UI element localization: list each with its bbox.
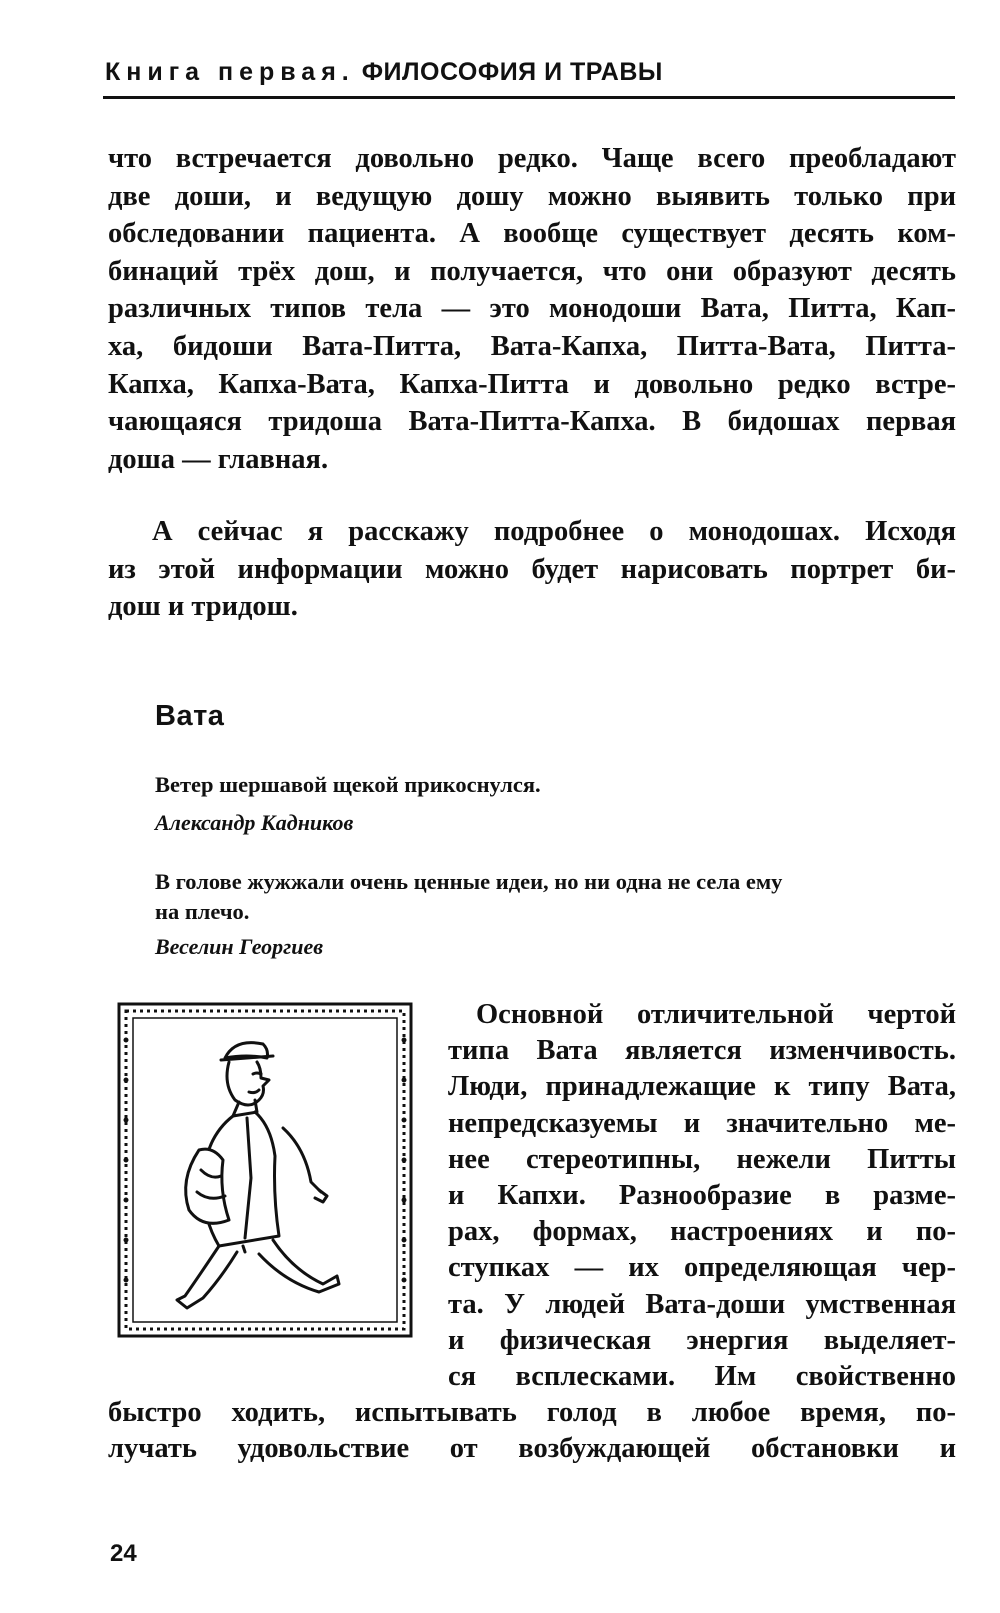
- paragraph-continuation: [108, 1395, 956, 1467]
- text-line: рах, формах, настроениях и по-: [448, 1216, 956, 1248]
- text-line: Люди, принадлежащие к типу Вата,: [448, 1071, 956, 1103]
- text-line: А сейчас я расскажу подробнее о монодошах. Исходя: [152, 516, 956, 547]
- text-line: и Капхи. Разнообразие в разме-: [448, 1180, 956, 1212]
- text-line: та. У людей Вата-доши умственная: [448, 1288, 956, 1320]
- epigraph-1-author: Александр Кадников: [155, 810, 354, 835]
- text-line: две доши, и ведущую дошу можно выявить только при: [108, 180, 956, 212]
- text-line: Капха, Капха-Вата, Капха-Питта и довольно редко встре-: [108, 368, 956, 400]
- epigraph-2-line: В голове жужжали очень ценные идеи, но ни одна не села ему: [155, 869, 783, 894]
- epigraph-1-text: Ветер шершавой щекой прикоснулся.: [155, 772, 541, 797]
- text-line: различных типов тела — это монодоши Вата, Питта, Кап-: [108, 293, 956, 325]
- text-line: бинаций трёх дош, и получается, что они образуют десять: [108, 255, 956, 287]
- text-line: и физическая энергия выделяет-: [448, 1324, 956, 1356]
- wrapped-paragraph: [448, 997, 956, 1395]
- text-line: обследовании пациента. А вообще существует десять ком-: [108, 218, 956, 250]
- text-line: ся всплесками. Им свойственно: [448, 1361, 956, 1393]
- text-line: чающаяся тридоша Вата-Питта-Капха. В бидошах первая: [108, 406, 956, 438]
- paragraph-continued: [108, 140, 956, 478]
- text-line: непредсказуемы и значительно ме-: [448, 1107, 956, 1139]
- text-line: ступках — их определяющая чер-: [448, 1252, 956, 1284]
- page-number: 24: [110, 1540, 137, 1567]
- frame-dots: [124, 1038, 407, 1283]
- epigraph-2-author: Веселин Георгиев: [155, 934, 324, 959]
- text-line: доша — главная.: [108, 443, 329, 475]
- text-line: ха, бидоши Вата-Питта, Вата-Капха, Питта-Вата, Питта-: [108, 330, 956, 362]
- paragraph-monodoshas: [108, 513, 956, 626]
- epigraph-2-text: [155, 867, 955, 927]
- text-line: дош и тридош.: [108, 591, 298, 623]
- text-line: Основной отличительной чертой: [476, 999, 956, 1030]
- header-rule: [103, 96, 955, 99]
- text-line: лучать удовольствие от возбуждающей обстановки и: [108, 1433, 956, 1465]
- running-head-part: ФИЛОСОФИЯ И ТРАВЫ: [361, 58, 663, 86]
- text-line: быстро ходить, испытывать голод в любое время, по-: [108, 1397, 956, 1428]
- text-line: типа Вата является изменчивость.: [448, 1035, 956, 1067]
- epigraph-2-line: на плечо.: [155, 899, 250, 924]
- running-head-book: Книга первая.: [105, 58, 355, 86]
- text-line: нее стереотипны, нежели Питты: [448, 1143, 956, 1175]
- section-title-vata: Вата: [155, 700, 225, 732]
- vata-illustration: [115, 1000, 415, 1340]
- walking-figure: [177, 1043, 339, 1308]
- text-line: что встречается довольно редко. Чаще всего преобладают: [108, 143, 956, 174]
- text-line: из этой информации можно будет нарисовать портрет би-: [108, 553, 956, 585]
- running-head: [105, 58, 955, 87]
